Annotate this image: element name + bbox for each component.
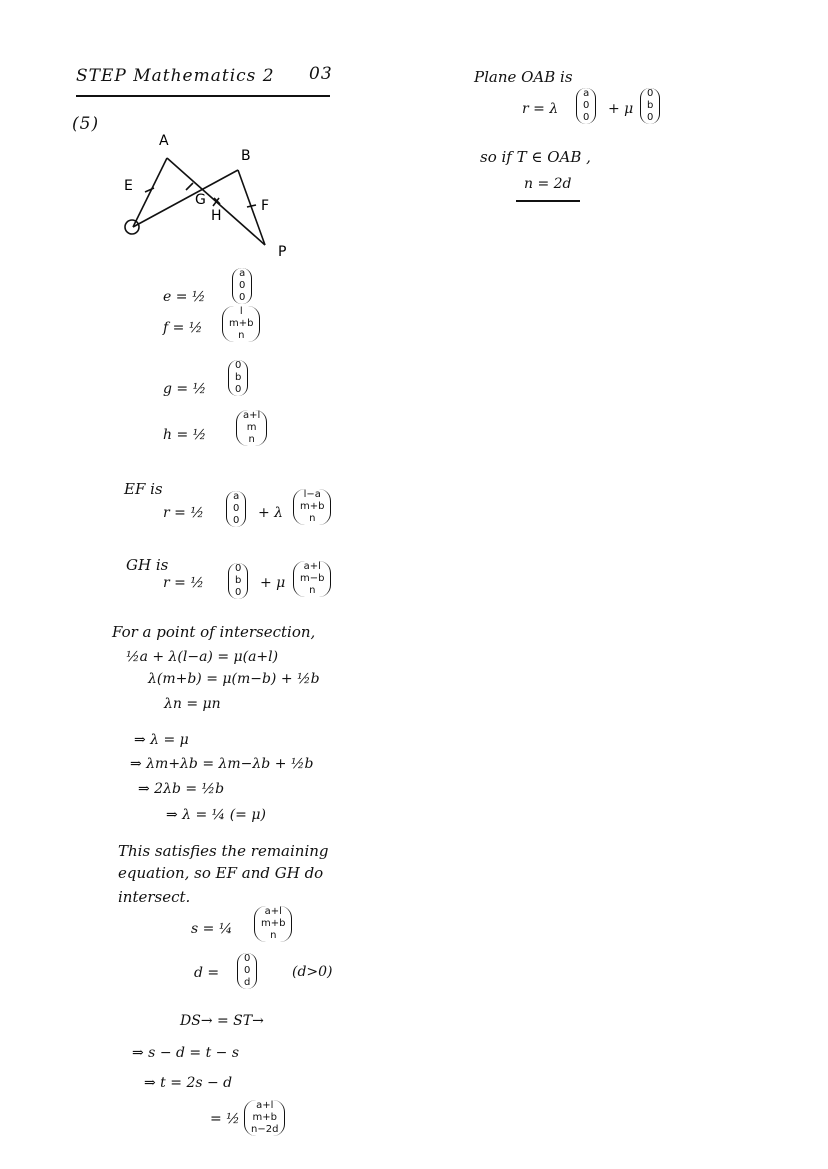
t-equation: ⇒ t = 2s − d [144,1075,233,1091]
equation-1: ½a + λ(l−a) = μ(a+l) [126,649,279,665]
ef-label: EF is [124,480,163,498]
page-title: STEP Mathematics 2 [76,66,275,86]
def-f-vector: l m+b n [222,306,260,342]
intersection-heading: For a point of intersection, [112,623,316,641]
label-b: B [241,148,251,164]
label-a: A [159,133,169,149]
ds-equals-st: DS→ = ST→ [180,1013,264,1029]
def-e-vector: a 0 0 [232,268,252,304]
plane-vector-1: a 0 0 [576,88,596,124]
gh-vector-1: 0 b 0 [228,563,248,599]
def-h-lhs: h = ½ [163,427,207,443]
plane-vector-2: 0 b 0 [640,88,660,124]
gh-vector-2: a+l m−b n [293,561,331,597]
def-f-lhs: f = ½ [163,320,203,336]
result-underline [516,200,580,202]
s-lhs: s = ¼ [191,921,233,937]
d-vector: 0 0 d [237,953,257,989]
plane-heading: Plane OAB is [474,68,573,86]
plane-lhs: r = λ [522,101,559,117]
deduction-2: ⇒ λm+λb = λm−λb + ½b [130,756,314,772]
def-h-vector: a+l m n [236,410,267,446]
gh-lhs: r = ½ [163,575,204,591]
s-minus-d: ⇒ s − d = t − s [132,1045,240,1061]
gh-label: GH is [126,556,169,574]
deduction-1: ⇒ λ = μ [134,732,189,748]
title-underline [76,95,330,97]
label-e: E [124,178,133,194]
deduction-3: ⇒ 2λb = ½b [138,781,225,797]
label-h: H [211,208,222,224]
label-p: P [278,244,287,260]
plane-result: n = 2d [524,176,572,192]
t-vector: a+l m+b n−2d [244,1100,285,1136]
d-lhs: d = [194,965,220,981]
label-f: F [261,198,270,214]
conclusion-line-2: equation, so EF and GH do [118,864,324,882]
ef-vector-2: l−a m+b n [293,489,331,525]
conclusion-line-1: This satisfies the remaining [118,842,329,860]
s-vector: a+l m+b n [254,906,292,942]
t-lhs: = ½ [210,1111,240,1127]
def-g-lhs: g = ½ [163,381,207,397]
plane-plus-mu: + μ [608,101,634,117]
equation-3: λn = μn [164,696,221,712]
ef-vector-1: a 0 0 [226,491,246,527]
deduction-4: ⇒ λ = ¼ (= μ) [166,807,266,823]
label-g: G [195,192,206,208]
def-g-vector: 0 b 0 [228,360,248,396]
question-number: (5) [72,114,100,134]
ef-plus-lambda: + λ [258,505,284,521]
gh-plus-mu: + μ [260,575,286,591]
conclusion-line-3: intersect. [118,888,191,906]
d-condition: (d>0) [292,964,333,980]
equation-2: λ(m+b) = μ(m−b) + ½b [148,671,320,687]
def-e-lhs: e = ½ [163,289,206,305]
ef-lhs: r = ½ [163,505,204,521]
plane-condition: so if T ∈ OAB , [480,148,591,166]
triangle-diagram [110,128,310,263]
page-year: 03 [309,64,333,84]
